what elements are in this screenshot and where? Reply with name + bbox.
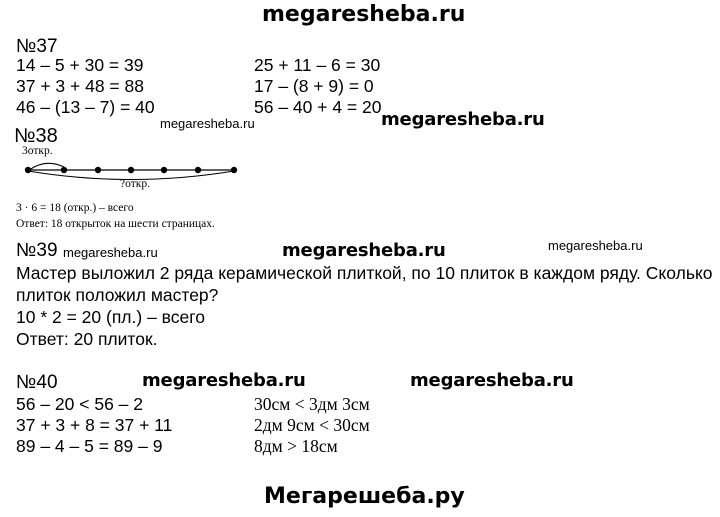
task-38-solution: 3 · 6 = 18 (откр.) – всего <box>16 202 134 214</box>
task-37-eq-left-2: 37 + 3 + 48 = 88 <box>16 76 144 96</box>
task-37-title: №37 <box>16 36 58 57</box>
task-40-eq-left-3: 89 – 4 – 5 = 89 – 9 <box>16 436 163 456</box>
task-40-eq-right-3: 8дм > 18см <box>254 436 338 456</box>
task-40-eq-right-2: 2дм 9см < 30см <box>254 415 370 435</box>
diagram-bottom-label: ?откр. <box>120 178 150 190</box>
watermark-small: megaresheba.ru <box>548 238 643 253</box>
watermark-big: megaresheba.ru <box>381 109 545 130</box>
task-39-text-line-2: плиток положил мастер? <box>16 285 219 305</box>
task-39-title: №39 <box>16 240 58 261</box>
task-40-eq-left-1: 56 – 20 < 56 – 2 <box>16 394 143 414</box>
task-37-eq-right-2: 17 – (8 + 9) = 0 <box>254 76 374 96</box>
task-38-answer: Ответ: 18 открыток на шести страницах. <box>16 218 215 230</box>
footer-watermark: Мегарешеба.ру <box>264 484 465 509</box>
header-watermark: megaresheba.ru <box>262 2 466 27</box>
watermark-small: megaresheba.ru <box>63 245 158 260</box>
task-39-solution: 10 * 2 = 20 (пл.) – всего <box>16 307 205 327</box>
task-37-eq-right-3: 56 – 40 + 4 = 20 <box>254 97 382 117</box>
watermark-small: megaresheba.ru <box>160 116 255 131</box>
task-40-eq-left-2: 37 + 3 + 8 = 37 + 11 <box>16 415 173 435</box>
task-38-title: №38 <box>14 125 58 147</box>
watermark-big: megaresheba.ru <box>282 240 446 261</box>
task-40-title: №40 <box>16 372 58 393</box>
task-39-text-line-1: Мастер выложил 2 ряда керамической плиткой, по 10 плиток в каждом ряду. Сколько <box>16 263 713 283</box>
task-39-answer: Ответ: 20 плиток. <box>16 329 158 349</box>
task-37-eq-left-3: 46 – (13 – 7) = 40 <box>16 97 155 117</box>
task-37-eq-left-1: 14 – 5 + 30 = 39 <box>16 55 144 75</box>
diagram-top-label: 3откр. <box>22 145 53 157</box>
watermark-big: megaresheba.ru <box>142 370 306 391</box>
watermark-big: megaresheba.ru <box>410 370 574 391</box>
task-37-eq-right-1: 25 + 11 – 6 = 30 <box>254 55 381 75</box>
task-40-eq-right-1: 30см < 3дм 3см <box>254 394 370 414</box>
